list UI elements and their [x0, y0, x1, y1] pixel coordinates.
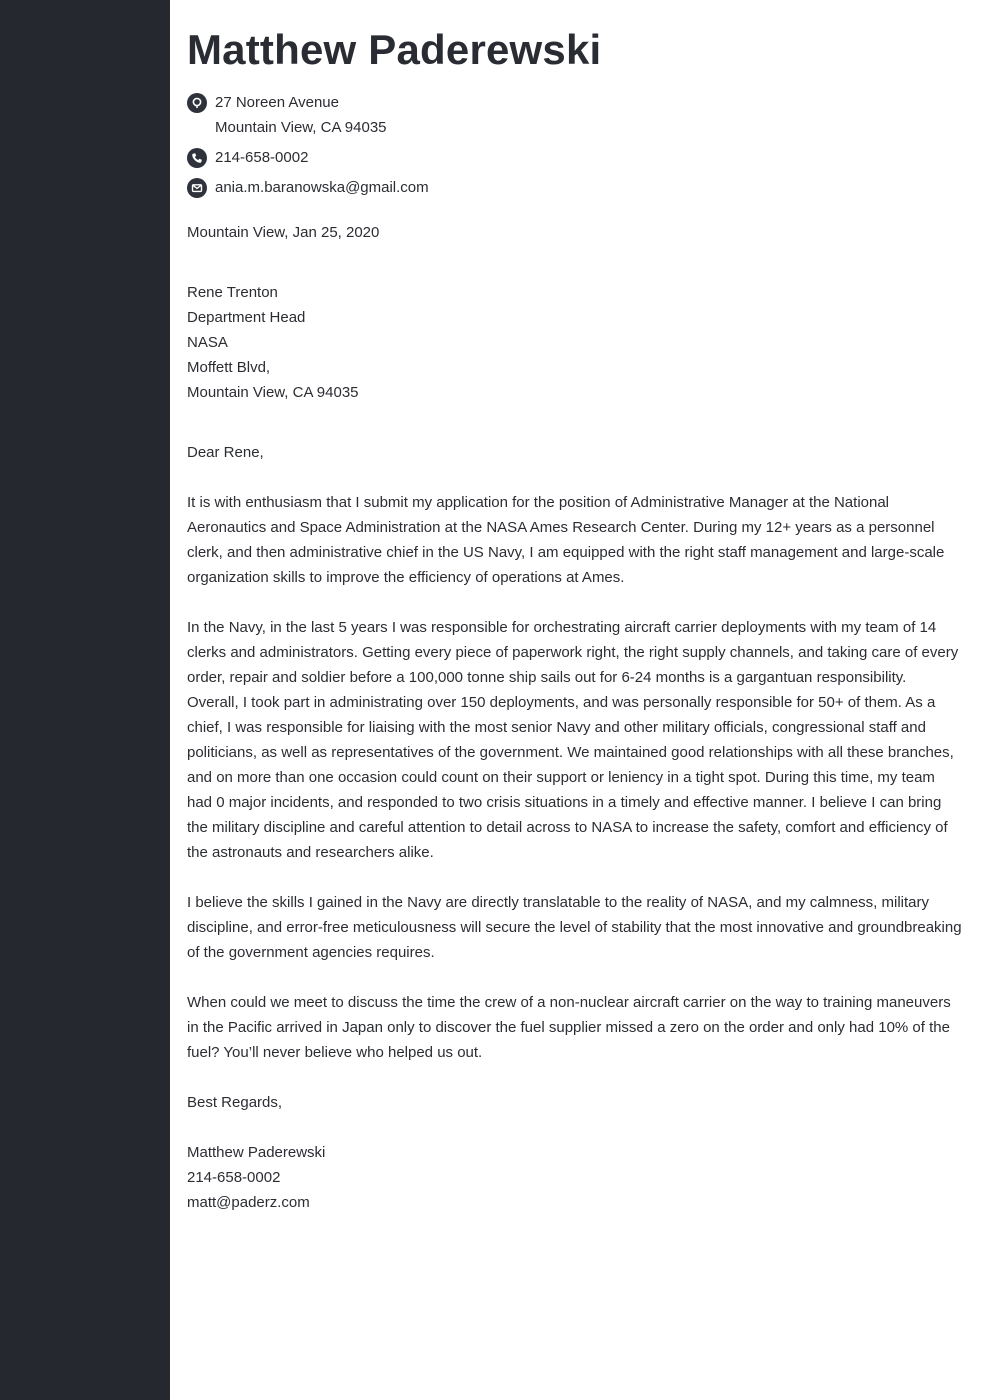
date-line: Mountain View, Jan 25, 2020: [187, 224, 380, 241]
recipient-street: Moffett Blvd,: [187, 359, 271, 376]
recipient-title: Department Head: [187, 309, 306, 326]
recipient-city: Mountain View, CA 94035: [187, 384, 359, 401]
recipient-company: NASA: [187, 334, 228, 351]
contact-address: [187, 92, 339, 114]
body-paragraph-3: I believe the skills I gained in the Navy are directly translatable to the reality of NASA, and my calmness, military discipline, and error-free meticulousness will secure the level of stability that the most innovative and groundbreaking of the government agencies requires.: [187, 894, 962, 961]
body-paragraph-1: It is with enthusiasm that I submit my application for the position of Administrative Manager at the National Aeronautics and Space Administration at the NASA Ames Research Center. During my 12+ years as a personnel clerk, and then administrative chief in the US Navy, I am equipped with the right staff management and large-scale organization skills to improve the efficiency of operations at Ames.: [187, 494, 945, 586]
signature-phone[interactable]: 214-658-0002: [187, 1169, 281, 1186]
address-line-2: Mountain View, CA 94035: [215, 119, 387, 136]
address-line-1: 27 Noreen Avenue: [215, 94, 339, 111]
salutation: Dear Rene,: [187, 444, 264, 461]
recipient-block: [187, 280, 962, 405]
location-pin-icon: [187, 93, 207, 113]
closing: Best Regards,: [187, 1094, 283, 1111]
phone-number[interactable]: 214-658-0002: [215, 149, 309, 166]
signature-name: Matthew Paderewski: [187, 1144, 326, 1161]
recipient-name: Rene Trenton: [187, 284, 278, 301]
body-paragraph-2: In the Navy, in the last 5 years I was responsible for orchestrating aircraft carrier deployments with my team of 14 clerks and administrators. Getting every piece of paperwork right, the right supply channels, and taking care of every order, repair and soldier before a 100,000 tonne ship sails out for 6-24 months is a gargantuan responsibility. Overall, I took part in administrating over 150 deployments, and was personally responsible for 50+ of them. As a chief, I was responsible for liaising with the most senior Navy and other military officials, congressional staff and politicians, as well as representatives of the government. We maintained good relationships with all these branches, and on more than one occasion could count on their support or leniency in a tight spot. During this time, my team had 0 major incidents, and responded to two crisis situations in a timely and effective manner. I believe I can bring the military discipline and careful attention to detail across to NASA to increase the safety, comfort and efficiency of the astronauts and researchers alike.: [187, 619, 959, 861]
email-icon: [187, 178, 207, 198]
phone-icon: [187, 148, 207, 168]
contact-email: [187, 177, 429, 199]
body-paragraph-4: When could we meet to discuss the time the crew of a non-nuclear aircraft carrier on the way to training maneuvers in the Pacific arrived in Japan only to discover the fuel supplier missed a zero on the order and only had 10% of the fuel? You’ll never believe who helped us out.: [187, 994, 951, 1061]
sidebar: [0, 0, 170, 1400]
signature-block: [187, 1140, 962, 1215]
contact-phone: [187, 147, 308, 169]
signature-email[interactable]: matt@paderz.com: [187, 1194, 310, 1211]
email-address[interactable]: ania.m.baranowska@gmail.com: [215, 179, 429, 196]
applicant-name: Matthew Paderewski: [187, 26, 602, 73]
